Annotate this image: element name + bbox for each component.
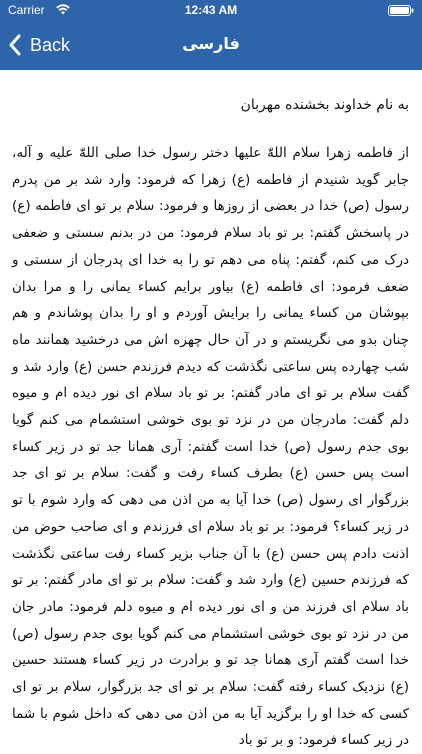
text-content — [12, 92, 409, 749]
back-button-label: Back — [30, 34, 71, 55]
page-title: فارسی — [182, 34, 240, 53]
navigation-bar — [0, 20, 422, 70]
status-time: 12:43 AM — [184, 3, 238, 17]
prayer-text: از فاطمه زهرا سلام اللهّٰ علیها دختر رسول خدا صلی اللهّٰ علیه و آله، جابر گوید شنیدم از فاطمه (ع) زهرا که فرمود: وارد شد بر من پدرم رسول (ص) خدا در بعضی از روزها و فرمود: سلام بر تو ای فاطمه (ع) در پاسخش گفتم: بر تو باد سلام فرمود: من در بدنم سستی و ضعفی درک می کنم، گفتم: پناه می دهم تو را به خدا ای پدرجان از سستی و ضعف فرمود: ای فاطمه (ع) بیاور برایم کساء یمانی را و مرا بدان بپوشان من کساء یمانی را برایش آوردم و او را بدان پوشاندم و هم چنان بدو می نگریستم و در آن حال چهره اش می درخشید همانند ماه شب چهارده پس ساعتی نگذشت که دیدم فرزندم حسن (ع) وارد شد و گفت سلام بر تو ای مادر گفتم: بر تو باد سلام ای نور دیده ام و میوه دلم گفت: مادرجان من در نزد تو بوی خوشی استشمام می کنم گویا بوی جدم رسول (ص) خدا است گفتم: آری همانا جد تو در زیر کساء است پس حسن (ع) بطرف کساء رفت و گفت: سلام بر تو ای جد بزرگوار ای رسول (ص) خدا آیا به من اذن می دهی که وارد شوم با تو در زیر کساء؟ فرمود: بر تو باد سلام ای فرزندم و ای صاحب حوض من اذنت دادم پس حسن (ع) با آن جناب بزیر کساء رفت ساعتی نگذشت که فرزندم حسین (ع) وارد شد و گفت: سلام بر تو ای مادر گفتم: بر تو باد سلام ای فرزند من و ای نور دیده ام و میوه دلم فرمود: مادر جان من در نزد تو بوی خوشی استشمام می کنم گویا بوی جدم رسول (ص) خدا است گفتم آری همانا جد تو و برادرت در زیر کساء هستند حسین (ع) نزدیک کساء رفته گفت: سلام بر تو ای جد بزرگوار، سلام بر تو ای کسی که خدا او را برگزید آیا به من اذن می دهی که داخل شوم با شما در زیر کساء فرمود: و بر تو باد — [12, 145, 409, 749]
battery-icon — [388, 5, 414, 16]
carrier-label: Carrier — [8, 3, 45, 17]
status-bar — [0, 0, 422, 20]
bismillah-heading: به نام خداوند بخشنده مهربان — [240, 97, 409, 113]
